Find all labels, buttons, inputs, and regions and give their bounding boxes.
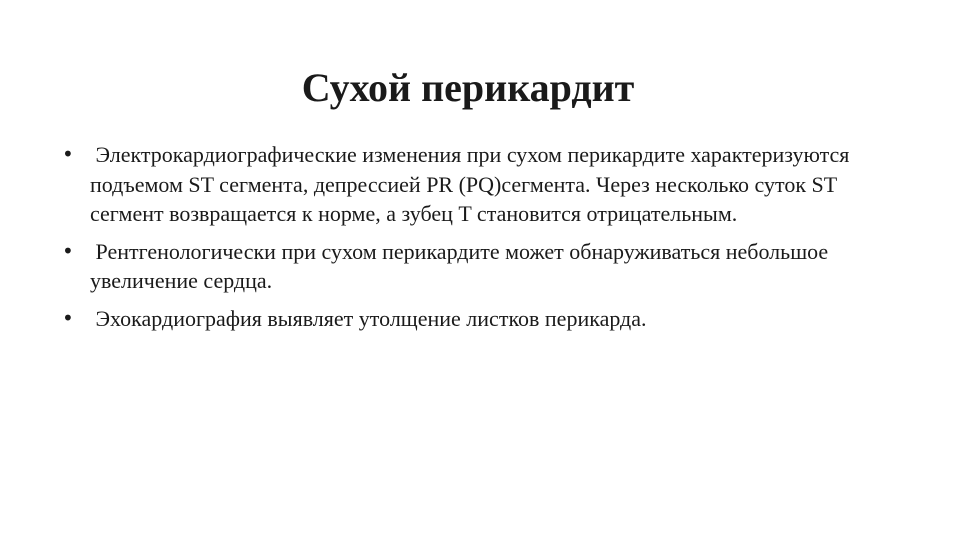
bullet-text: Эхокардиография выявляет утолщение листков перикарда. — [90, 305, 647, 331]
slide-title: Сухой перикардит — [301, 65, 635, 110]
bullet-marker: • — [62, 238, 74, 263]
bullet-list — [62, 140, 882, 341]
bullet-marker: • — [62, 142, 74, 166]
bullet-item-xray — [62, 237, 882, 296]
bullet-item-ecg — [62, 140, 882, 229]
bullet-text: Рентгенологически при сухом перикардите может обнаруживаться небольшое увеличение сердца. — [90, 238, 834, 293]
bullet-text: Электрокардиографические изменения при сухом перикардите характеризуются подъемом ST сегмента, депрессией PR (PQ)сегмента. Через несколько суток ST сегмент возвращается к норме, а зубец T становится отрицательным. — [90, 142, 855, 226]
bullet-marker: • — [62, 305, 74, 330]
bullet-item-echo — [62, 304, 882, 334]
